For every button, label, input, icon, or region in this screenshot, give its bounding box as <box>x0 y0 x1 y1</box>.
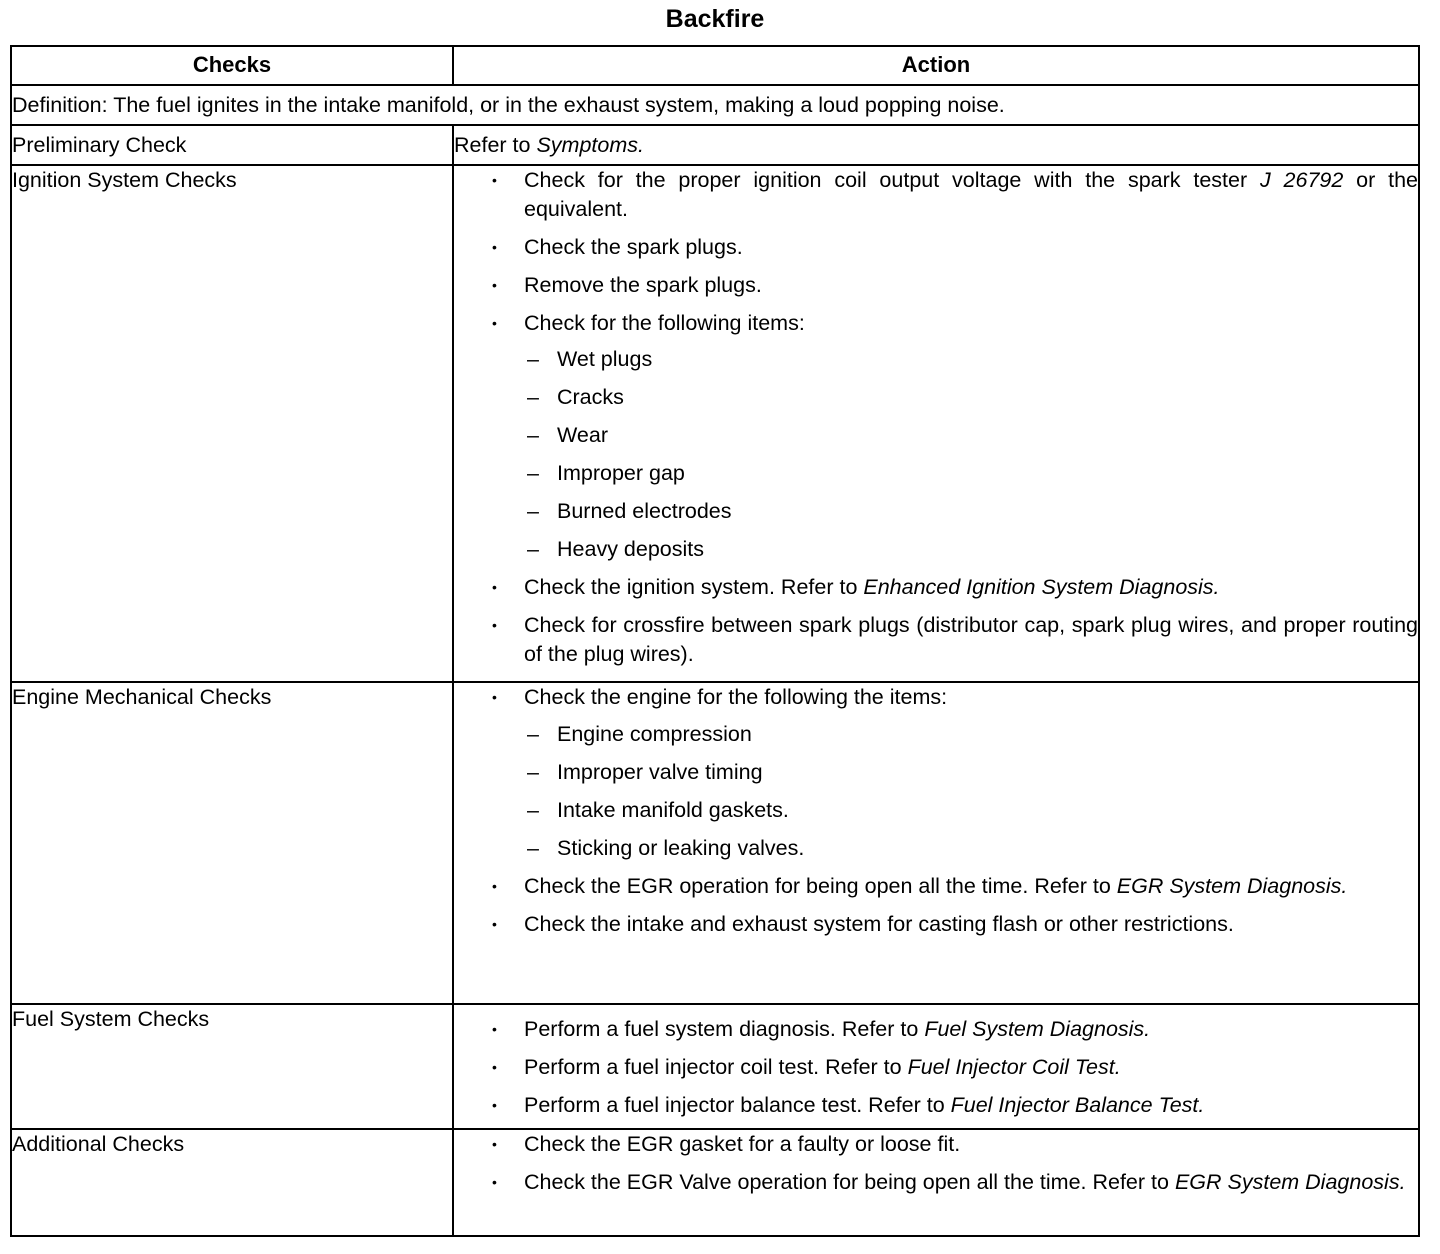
coil-test-reference: Fuel Injector Coil Test. <box>907 1055 1121 1079</box>
list-item: • Check for crossfire between spark plugs (distributor cap, spark plug wires, and proper routing of the plug wires). <box>454 611 1418 668</box>
ignition-diagnosis-reference: Enhanced Ignition System Diagnosis. <box>863 575 1220 599</box>
sub-list-item: – Cracks <box>524 383 1418 412</box>
fuel-check-label: Fuel System Checks <box>11 1004 453 1129</box>
spark-tester-reference: J 26792 <box>1259 168 1344 192</box>
egr-diagnosis-reference: EGR System Diagnosis. <box>1116 873 1348 898</box>
ignition-row <box>11 165 1419 682</box>
checks-header: Checks <box>11 46 453 85</box>
list-item: • Check for the proper ignition coil output voltage with the spark tester J 26792 or the equivalent. <box>454 166 1418 223</box>
sub-list-item: – Improper valve timing <box>524 758 1418 787</box>
definition-row <box>11 85 1419 125</box>
fuel-row <box>11 1004 1419 1129</box>
list-item: • Check the spark plugs. <box>454 233 1418 262</box>
ignition-actions <box>453 165 1419 682</box>
sub-list-item: – Burned electrodes <box>524 497 1418 526</box>
symptoms-reference: Symptoms. <box>536 133 644 157</box>
definition-text: Definition: The fuel ignites in the intake manifold, or in the exhaust system, making a loud popping noise. <box>11 85 1419 125</box>
list-item: • Check for the following items: – Wet plugs – Cracks – Wear – Improper gap – Burned electrodes – Heavy deposits <box>454 309 1418 564</box>
sub-list-item: – Intake manifold gaskets. <box>524 796 1418 825</box>
list-item: • Remove the spark plugs. <box>454 271 1418 300</box>
fuel-actions <box>453 1004 1419 1129</box>
page-title: Backfire <box>665 5 765 33</box>
list-item: • Check the EGR gasket for a faulty or loose fit. <box>454 1130 1418 1159</box>
sub-list-item: – Sticking or leaking valves. <box>524 834 1418 863</box>
diagnostic-table <box>10 45 1420 1237</box>
egr-valve-diagnosis-reference: EGR System Diagnosis. <box>1174 1170 1406 1194</box>
additional-actions <box>453 1129 1419 1236</box>
sub-list-item: – Heavy deposits <box>524 535 1418 564</box>
additional-row <box>11 1129 1419 1236</box>
list-item: • Perform a fuel injector coil test. Refer to Fuel Injector Coil Test. <box>454 1053 1418 1082</box>
list-item: • Perform a fuel system diagnosis. Refer to Fuel System Diagnosis. <box>454 1015 1418 1044</box>
list-item: • Check the EGR operation for being open all the time. Refer to EGR System Diagnosis. <box>454 872 1418 901</box>
balance-test-reference: Fuel Injector Balance Test. <box>950 1093 1205 1117</box>
action-header: Action <box>453 46 1419 85</box>
sub-list-item: – Wet plugs <box>524 345 1418 374</box>
engine-check-label: Engine Mechanical Checks <box>11 682 453 1004</box>
ignition-check-label: Ignition System Checks <box>11 165 453 682</box>
preliminary-action <box>453 125 1419 165</box>
additional-check-label: Additional Checks <box>11 1129 453 1236</box>
sub-list-item: – Engine compression <box>524 720 1418 749</box>
engine-actions <box>453 682 1419 1004</box>
list-item: • Check the engine for the following the items: – Engine compression – Improper valve timing – Intake manifold gaskets. – Sticking or leaking valves. <box>454 683 1418 862</box>
list-item: • Check the EGR Valve operation for being open all the time. Refer to EGR System Diagnosis. <box>454 1168 1418 1197</box>
preliminary-action-text: Refer to <box>454 133 537 157</box>
preliminary-check-label: Preliminary Check <box>11 125 453 165</box>
fuel-diagnosis-reference: Fuel System Diagnosis. <box>924 1017 1151 1041</box>
header-row <box>11 46 1419 85</box>
sub-list-item: – Wear <box>524 421 1418 450</box>
sub-list-item: – Improper gap <box>524 459 1418 488</box>
engine-row <box>11 682 1419 1004</box>
preliminary-row <box>11 125 1419 165</box>
list-item: • Check the intake and exhaust system for casting flash or other restrictions. <box>454 910 1418 939</box>
list-item: • Perform a fuel injector balance test. Refer to Fuel Injector Balance Test. <box>454 1091 1418 1120</box>
list-item: • Check the ignition system. Refer to Enhanced Ignition System Diagnosis. <box>454 573 1418 602</box>
